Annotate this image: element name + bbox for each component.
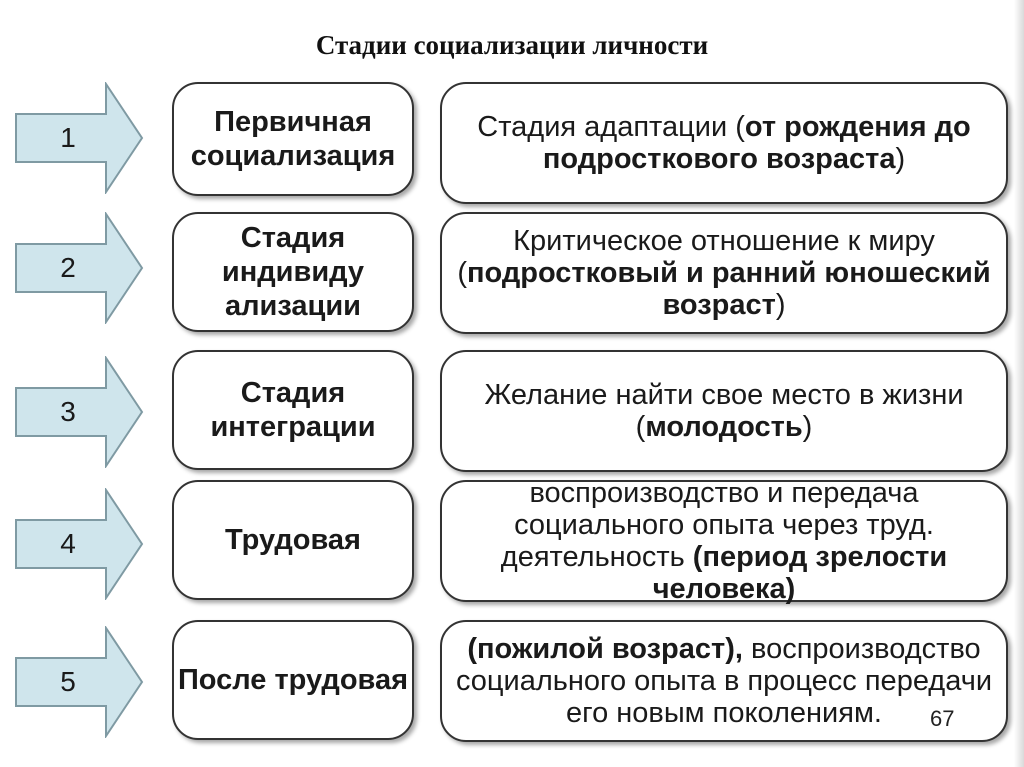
desc-part: ) xyxy=(802,411,813,443)
desc-part: воспроизводство социального опыта в процесс передачи его новым поколениям. xyxy=(455,633,993,729)
desc-part-bold: подростковый и ранний юношеский возраст xyxy=(467,257,991,321)
stage-4-name-box xyxy=(172,480,414,600)
stage-2-name-box xyxy=(172,212,414,332)
stage-5-arrow xyxy=(14,626,146,738)
right-edge-shadow xyxy=(1014,0,1024,767)
stage-number: 4 xyxy=(60,528,76,559)
stage-3-arrow xyxy=(14,356,146,468)
desc-part: Стадия адаптации ( xyxy=(477,111,745,143)
stage-name: Первичная социализация xyxy=(190,106,396,172)
stage-number: 1 xyxy=(60,122,76,153)
stage-5-description-box xyxy=(440,620,1008,742)
stage-description xyxy=(442,111,1006,175)
stage-4-arrow xyxy=(14,488,146,600)
desc-part-bold: молодость xyxy=(645,411,803,443)
desc-part-bold: (пожилой возраст), xyxy=(467,633,743,665)
page-title: Стадии социализации личности xyxy=(315,30,709,60)
stage-2-description-box xyxy=(440,212,1008,334)
desc-part: Желание найти свое место в жизни ( xyxy=(484,379,964,443)
stage-5-name-box xyxy=(172,620,414,740)
stage-description xyxy=(442,477,1006,605)
stage-number: 3 xyxy=(60,396,76,427)
stage-name: После трудовая xyxy=(177,664,409,696)
desc-part: ) xyxy=(775,289,786,321)
desc-part-bold: от рождения до подросткового возраста xyxy=(542,111,971,175)
desc-part: ) xyxy=(895,143,906,175)
stage-1-name-box xyxy=(172,82,414,196)
page-number: 67 xyxy=(930,706,955,731)
stage-description xyxy=(442,225,1006,321)
stage-1-arrow xyxy=(14,82,146,194)
desc-part: Критическое отношение к миру ( xyxy=(457,225,935,289)
stage-number: 5 xyxy=(60,666,76,697)
stage-name: Стадия индивиду ализации xyxy=(221,222,365,322)
stage-description xyxy=(442,633,1006,729)
stage-4-description-box xyxy=(440,477,1008,605)
stage-3-name-box xyxy=(172,350,414,470)
stage-number: 2 xyxy=(60,252,76,283)
stage-1-description-box xyxy=(440,82,1008,204)
stage-2-arrow xyxy=(14,212,146,324)
desc-part-bold: (период зрелости человека) xyxy=(652,541,948,605)
stage-description xyxy=(442,379,1006,443)
stage-name: Стадия интеграции xyxy=(210,377,376,443)
stage-name: Трудовая xyxy=(225,524,361,556)
desc-part: воспроизводство и передача социального опыта через труд. деятельность xyxy=(500,477,934,573)
stage-3-description-box xyxy=(440,350,1008,472)
